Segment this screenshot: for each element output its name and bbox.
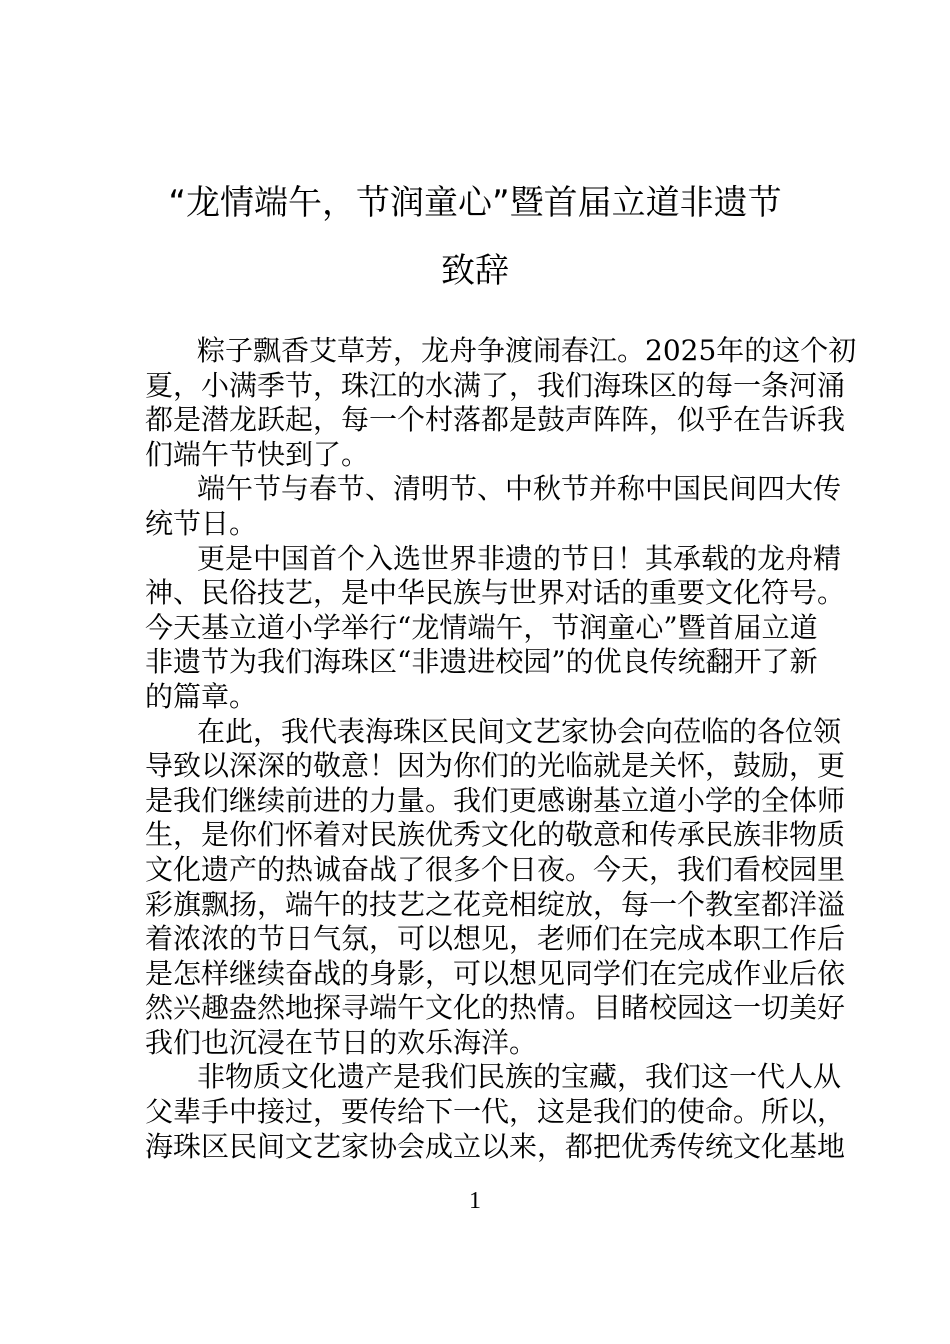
paragraph-line: 是怎样继续奋战的身影，可以想见同学们在完成作业后依: [145, 956, 846, 990]
paragraph-line: 在此，我代表海珠区民间文艺家协会向莅临的各位领: [197, 714, 842, 748]
paragraph: [145, 334, 857, 472]
paragraph-line: 端午节与春节、清明节、中秋节并称中国民间四大传: [197, 472, 842, 506]
paragraph: [145, 714, 846, 1061]
paragraph-line: 非遗节为我们海珠区“非遗进校园”的优良传统翻开了新: [145, 645, 818, 679]
paragraph-line: 着浓浓的节日气氛，可以想见，老师们在完成本职工作后: [145, 922, 846, 956]
paragraph-line: 导致以深深的敬意！因为你们的光临就是关怀，鼓励，更: [145, 749, 846, 783]
paragraph-line: 非物质文化遗产是我们民族的宝藏，我们这一代人从: [197, 1060, 842, 1094]
paragraph-line: 今天基立道小学举行“龙情端午，节润童心”暨首届立道: [145, 610, 818, 644]
paragraph-line: 然兴趣盎然地探寻端午文化的热情。目睹校园这一切美好: [145, 991, 846, 1025]
paragraph-line: 神、民俗技艺，是中华民族与世界对话的重要文化符号。: [145, 576, 846, 610]
document-title-line-1: “龙情端午，节润童心”暨首届立道非遗节: [168, 183, 782, 223]
paragraph-line: 是我们继续前进的力量。我们更感谢基立道小学的全体师: [145, 783, 846, 817]
paragraph-line: 彩旗飘扬，端午的技艺之花竞相绽放，每一个教室都洋溢: [145, 887, 846, 921]
paragraph-line: 父辈手中接过，要传给下一代，这是我们的使命。所以，: [145, 1095, 846, 1129]
paragraph: [145, 1060, 846, 1164]
paragraph-line: 夏，小满季节，珠江的水满了，我们海珠区的每一条河涌: [145, 368, 846, 402]
paragraph: [145, 472, 842, 541]
paragraph-line: 们端午节快到了。: [145, 437, 370, 471]
document-body: [145, 334, 857, 1164]
paragraph-line: 海珠区民间文艺家协会成立以来，都把优秀传统文化基地: [145, 1129, 846, 1163]
paragraph-line: 都是潜龙跃起，每一个村落都是鼓声阵阵，似乎在告诉我: [145, 403, 846, 437]
paragraph-line: 统节日。: [145, 506, 258, 540]
page-number: 1: [469, 1188, 481, 1214]
paragraph-line: 生，是你们怀着对民族优秀文化的敬意和传承民族非物质: [145, 818, 846, 852]
document-title-line-2: 致辞: [441, 251, 509, 291]
paragraph-line: 文化遗产的热诚奋战了很多个日夜。今天，我们看校园里: [145, 852, 846, 886]
paragraph: [145, 541, 846, 715]
paragraph-line: 的篇章。: [145, 679, 258, 713]
paragraph-line: 粽子飘香艾草芳，龙舟争渡闹春江。2025年的这个初: [197, 334, 857, 367]
paragraph-line: 更是中国首个入选世界非遗的节日！其承载的龙舟精: [197, 541, 842, 575]
paragraph-line: 我们也沉浸在节日的欢乐海洋。: [145, 1025, 538, 1059]
